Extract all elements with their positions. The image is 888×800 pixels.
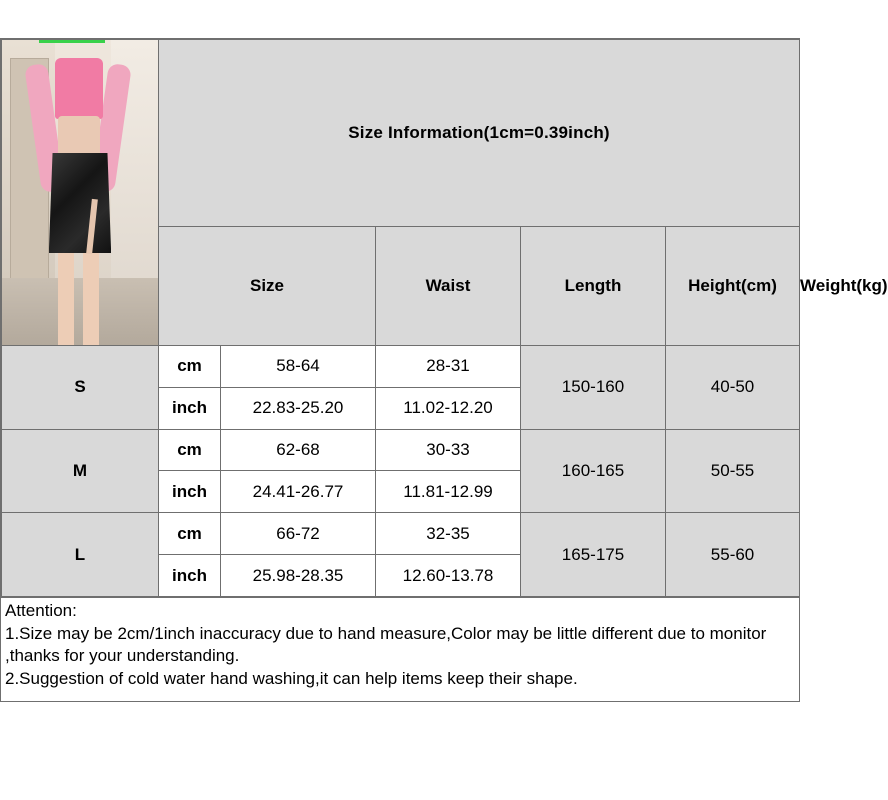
row-unit-inch: inch: [159, 555, 221, 597]
header-size: Size: [159, 227, 376, 346]
table-row: [2, 513, 800, 555]
attention-line-2: 2.Suggestion of cold water hand washing,it can help items keep their shape.: [5, 668, 578, 688]
header-height: Height(cm): [666, 227, 800, 346]
table-banner-row: [2, 40, 800, 227]
cell-weight: 50-55: [666, 429, 800, 513]
cell-waist-inch: 25.98-28.35: [221, 555, 376, 597]
product-photo-cell: [2, 40, 159, 346]
cell-length-inch: 11.81-12.99: [376, 471, 521, 513]
attention-line-1: 1.Size may be 2cm/1inch inaccuracy due to hand measure,Color may be little different due to monitor ,thanks for your understanding.: [5, 623, 767, 666]
cell-length-cm: 28-31: [376, 346, 521, 388]
cell-height: 150-160: [521, 346, 666, 430]
row-unit-inch: inch: [159, 387, 221, 429]
row-unit-inch: inch: [159, 471, 221, 513]
row-unit-cm: cm: [159, 513, 221, 555]
row-size-label: L: [2, 513, 159, 597]
cell-length-inch: 11.02-12.20: [376, 387, 521, 429]
table-row: [2, 346, 800, 388]
cell-waist-cm: 58-64: [221, 346, 376, 388]
cell-height: 165-175: [521, 513, 666, 597]
size-chart-table: [1, 39, 888, 597]
cell-height: 160-165: [521, 429, 666, 513]
cell-waist-inch: 24.41-26.77: [221, 471, 376, 513]
product-photo: [2, 40, 158, 345]
cell-length-cm: 30-33: [376, 429, 521, 471]
table-header-row: Size Waist Length Height(cm) Weight(kg): [2, 227, 800, 346]
row-size-label: S: [2, 346, 159, 430]
size-chart-table-container: [0, 38, 888, 598]
attention-heading: Attention:: [5, 601, 77, 620]
table-row: [2, 429, 800, 471]
header-length: Length: [521, 227, 666, 346]
row-size-label: M: [2, 429, 159, 513]
row-unit-cm: cm: [159, 346, 221, 388]
chart-title: Size Information(1cm=0.39inch): [159, 40, 800, 227]
cell-waist-cm: 62-68: [221, 429, 376, 471]
cell-waist-inch: 22.83-25.20: [221, 387, 376, 429]
cell-weight: 40-50: [666, 346, 800, 430]
green-accent-line: [39, 40, 105, 43]
cell-weight: 55-60: [666, 513, 800, 597]
cell-waist-cm: 66-72: [221, 513, 376, 555]
header-waist: Waist: [376, 227, 521, 346]
cell-length-cm: 32-35: [376, 513, 521, 555]
cell-length-inch: 12.60-13.78: [376, 555, 521, 597]
attention-block: [0, 598, 800, 702]
row-unit-cm: cm: [159, 429, 221, 471]
